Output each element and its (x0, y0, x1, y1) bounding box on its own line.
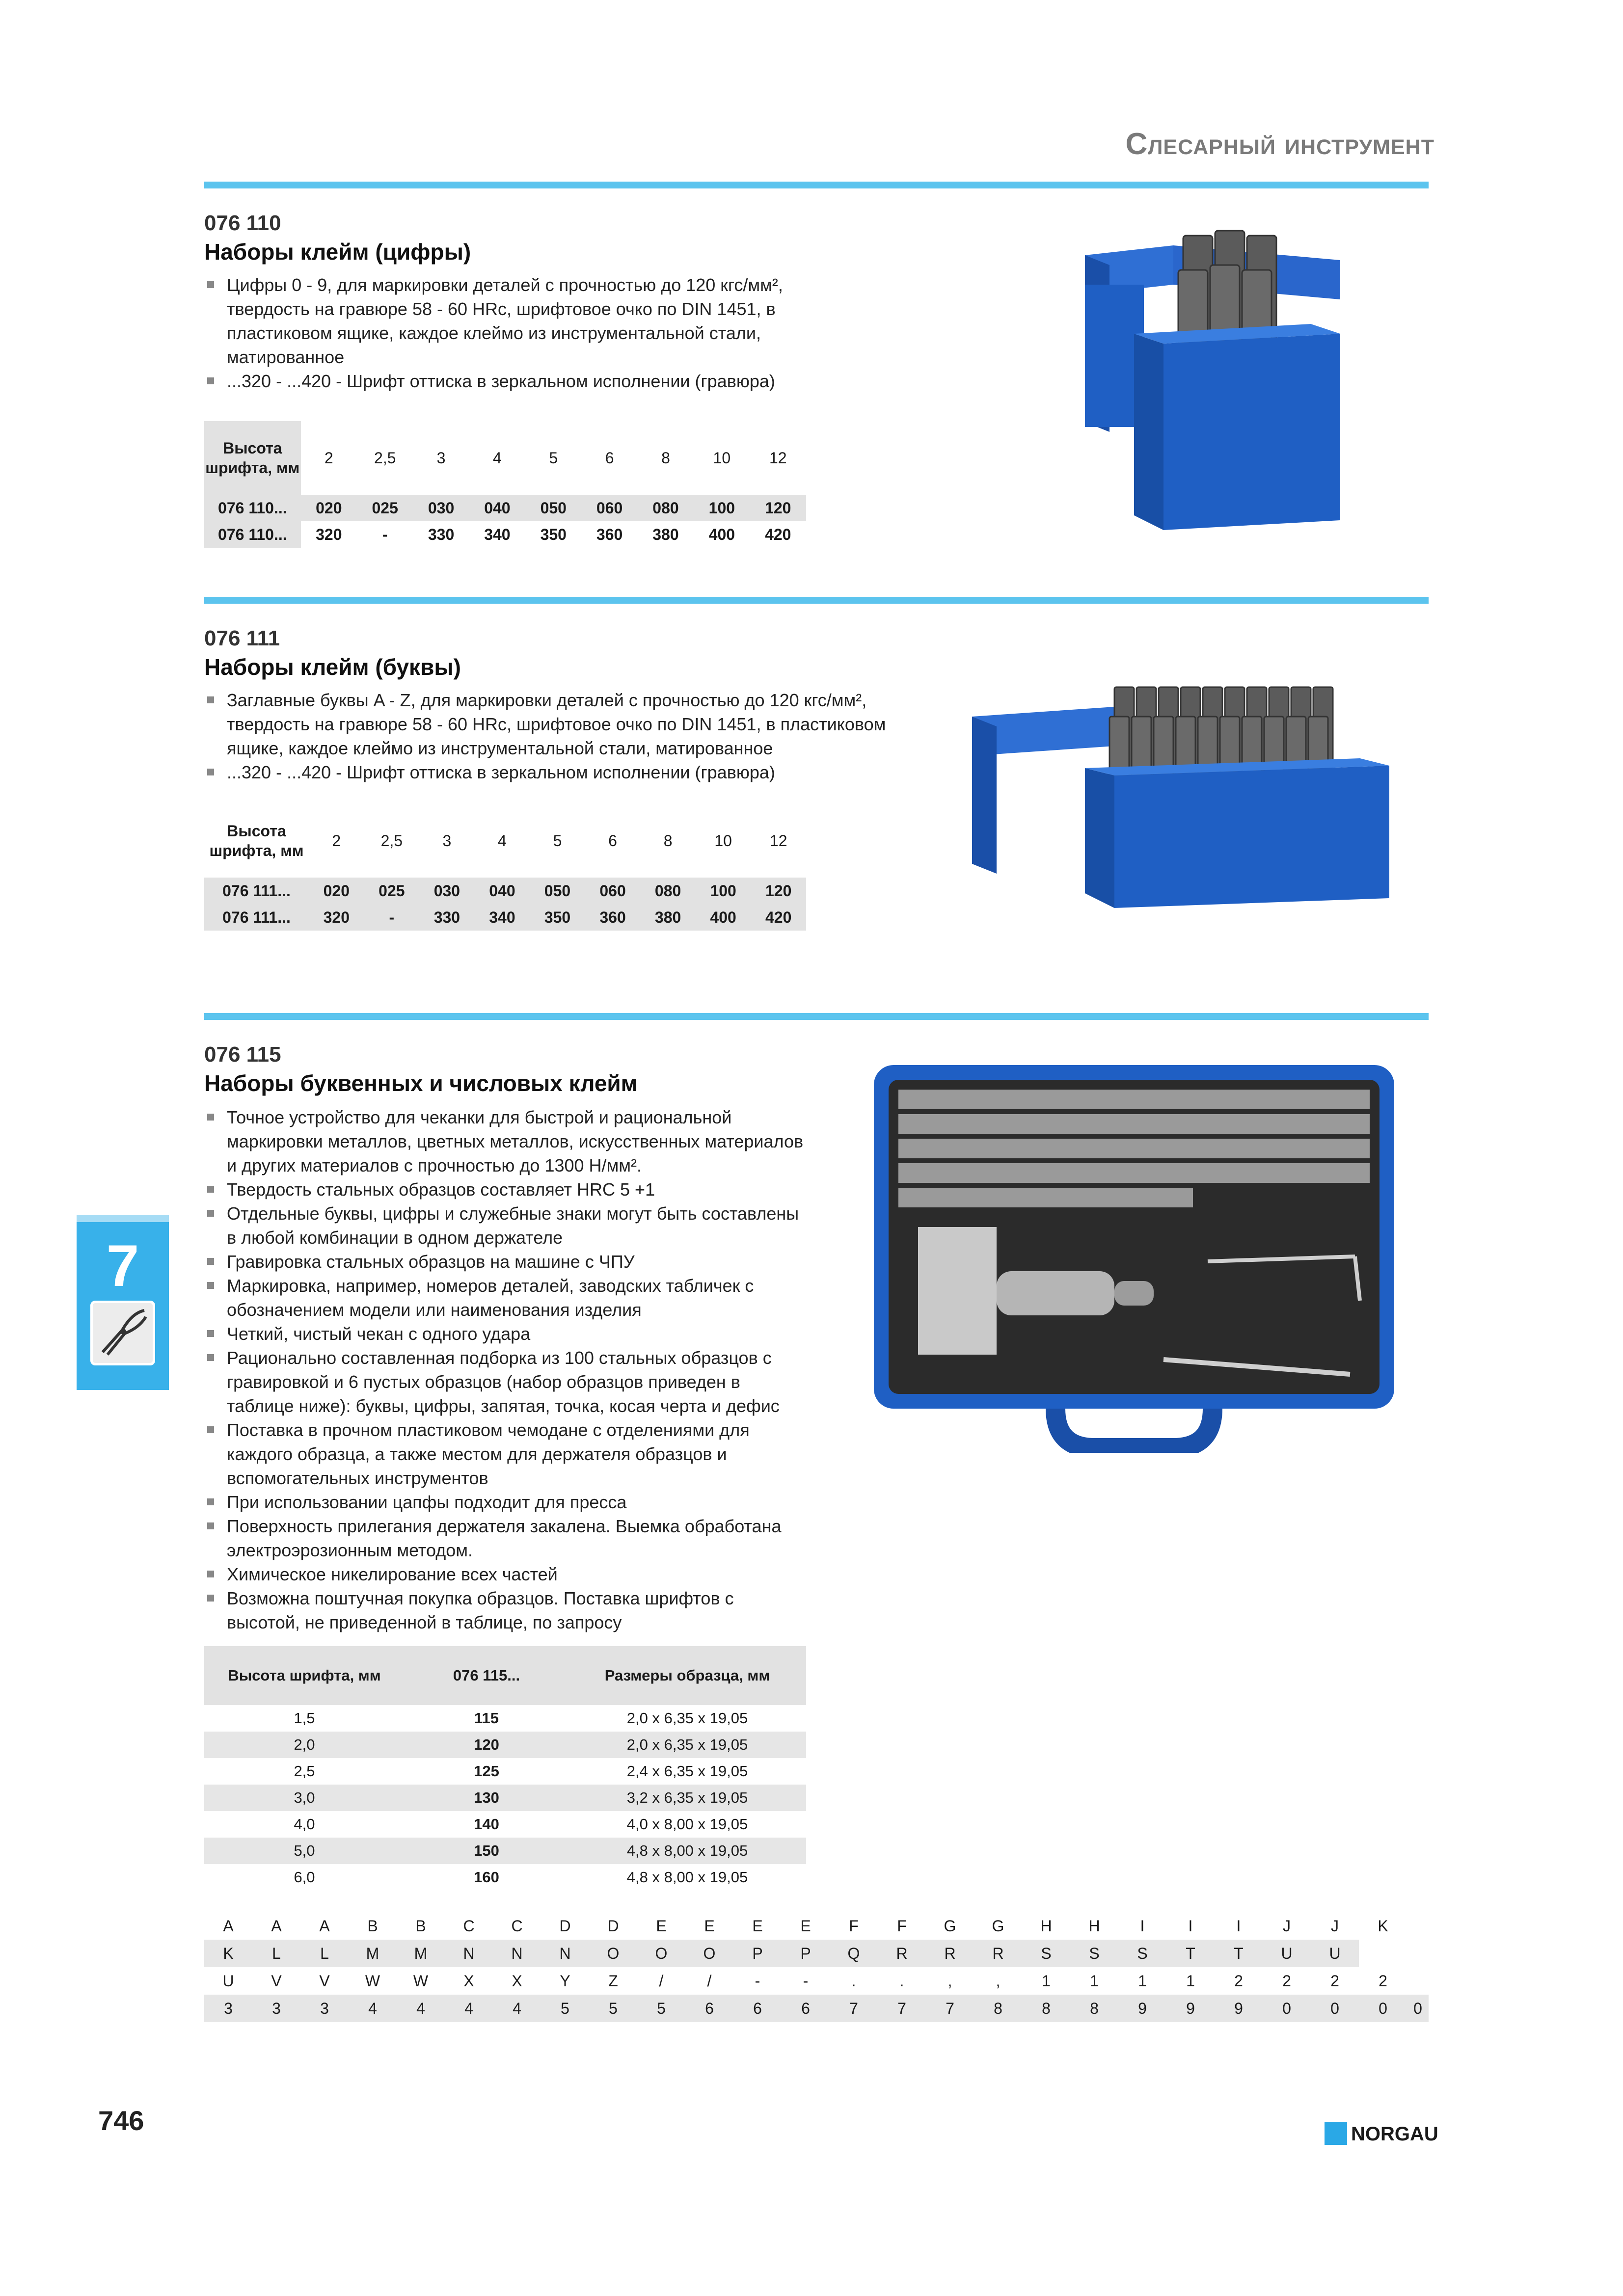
table-cell: 5,0 (204, 1838, 405, 1864)
table-cell: 360 (585, 904, 641, 931)
table-cell: 2,5 (294, 1762, 315, 1780)
table-cell: 9 (1166, 1995, 1215, 2022)
table-cell: 7 (830, 1995, 878, 2022)
table-cell: 1 (1042, 1972, 1051, 1990)
section1-bullets (204, 273, 842, 393)
table-header-cell: 4 (493, 449, 502, 467)
table-cell: 8 (1022, 1995, 1070, 2022)
table-row (204, 1912, 1429, 1940)
section-divider (204, 182, 1429, 188)
table-cell: Z (608, 1972, 618, 1990)
table-cell: 150 (405, 1838, 568, 1864)
table-cell: V (319, 1972, 330, 1990)
table-cell: 0 (1407, 1995, 1429, 2022)
table-cell: 076 111... (204, 904, 309, 931)
table-cell: 050 (530, 878, 585, 904)
table-cell: Q (830, 1940, 878, 1967)
table-cell: 160 (474, 1869, 499, 1886)
table-cell: T (1166, 1940, 1215, 1967)
table-cell: 6,0 (294, 1869, 315, 1886)
table-cell: U (1311, 1940, 1359, 1967)
table-cell: , (996, 1972, 1001, 1990)
norgau-logo-icon (1325, 2122, 1347, 2145)
table-cell: B (367, 1917, 378, 1935)
table-cell: 076 110... (204, 495, 301, 521)
table-cell: 130 (405, 1785, 568, 1811)
table-cell: 4,8 x 8,00 x 19,05 (626, 1869, 748, 1886)
table-cell: X (463, 1972, 474, 1990)
section3-code: 076 115 (204, 1042, 281, 1067)
table-cell: 1 (1138, 1972, 1147, 1990)
bullet-item: Химическое никелирование всех частей (204, 1562, 808, 1586)
table-header-cell: 8 (661, 449, 670, 467)
table-header-cell: Высота шрифта, мм (204, 1646, 405, 1705)
table-header-cell: 12 (769, 449, 787, 467)
table-row (204, 1785, 806, 1811)
table-cell: 0 (1263, 1995, 1311, 2022)
table-header-cell: 10 (713, 449, 731, 467)
table-cell: 040 (475, 878, 530, 904)
table-cell: - (755, 1972, 760, 1990)
table-header-cell: 2 (332, 831, 341, 850)
table-header-cell: 12 (769, 831, 787, 850)
table-cell: 340 (484, 525, 511, 543)
table-cell: O (637, 1940, 685, 1967)
table-cell: 8 (974, 1995, 1022, 2022)
table-cell: M (349, 1940, 397, 1967)
table-cell: E (800, 1917, 811, 1935)
table-cell: 6 (782, 1995, 830, 2022)
table-cell: 140 (474, 1815, 499, 1833)
table-header-cell: 4 (498, 831, 507, 850)
bullet-item: Рационально составленная подборка из 100 стальных образцов с гравировкой и 6 пустых образцов (набор образцов приведен в таблице ниже): буквы, цифры, запятая, точка, косая черта и дефис (204, 1346, 808, 1418)
table-cell: 330 (419, 904, 475, 931)
table-cell: 3,2 x 6,35 x 19,05 (568, 1785, 806, 1811)
table-cell: 4,0 x 8,00 x 19,05 (626, 1815, 748, 1833)
table-header-cell: 6 (605, 449, 614, 467)
table-header-cell: 3 (436, 449, 446, 467)
bullet-item: ...320 - ...420 - Шрифт оттиска в зеркальном исполнении (гравюра) (204, 760, 931, 784)
table-cell: - (803, 1972, 809, 1990)
table-cell: 6 (685, 1995, 733, 2022)
table-header-cell: 3 (442, 831, 452, 850)
bullet-item: Поверхность прилегания держателя закалена. Выемка обработана электроэрозионным методом. (204, 1514, 808, 1562)
table-cell: U (222, 1972, 234, 1990)
table-cell: / (707, 1972, 712, 1990)
table-cell: 060 (585, 878, 641, 904)
table-cell: S (1070, 1940, 1118, 1967)
table-cell: 100 (696, 878, 751, 904)
section2-code: 076 111 (204, 626, 280, 650)
table-cell: 400 (708, 525, 735, 543)
table-cell: P (782, 1940, 830, 1967)
chapter-tab-top (77, 1215, 169, 1222)
table-cell: 120 (405, 1732, 568, 1758)
table-cell: 3,0 (204, 1785, 405, 1811)
table-row (204, 1838, 806, 1864)
stamp-case-image (869, 1060, 1399, 1453)
table-cell: 100 (694, 495, 750, 521)
section3-bullets (204, 1105, 808, 1634)
table-row (204, 495, 806, 521)
table-row (204, 878, 806, 904)
section3-title: Наборы буквенных и числовых клейм (204, 1070, 638, 1096)
table-cell: F (849, 1917, 859, 1935)
table-cell: V (271, 1972, 282, 1990)
table-cell: 7 (878, 1995, 926, 2022)
page-number: 746 (98, 2105, 144, 2136)
table-cell: G (944, 1917, 956, 1935)
bullet-item: Маркировка, например, номеров деталей, заводских табличек с обозначением модели или наименования изделия (204, 1274, 808, 1322)
table-cell: 400 (696, 904, 751, 931)
bullet-item: Заглавные буквы A - Z, для маркировки деталей с прочностью до 120 кгс/мм², твердость на гравюре 58 - 60 HRc, шрифтовое очко по DIN 1451, в пластиковом ящике, каждое клеймо из инструментальной стали, матированное (204, 688, 931, 760)
table-header-label: Высота шрифта, мм (204, 421, 301, 495)
table-cell: - (382, 525, 388, 543)
table-cell: C (511, 1917, 523, 1935)
section1-title: Наборы клейм (цифры) (204, 239, 471, 265)
section3-letter-table (204, 1912, 1429, 2022)
table-header-cell: 2 (324, 449, 333, 467)
table-cell: R (974, 1940, 1022, 1967)
table-cell: O (589, 1940, 637, 1967)
bullet-item: Поставка в прочном пластиковом чемодане с отделениями для каждого образца, а также местом для держателя образцов и вспомогательных инструментов (204, 1418, 808, 1490)
table-cell: 380 (652, 525, 679, 543)
table-header-cell: 5 (553, 831, 562, 850)
table-header-cell: 10 (714, 831, 732, 850)
bullet-item: Цифры 0 - 9, для маркировки деталей с прочностью до 120 кгс/мм², твердость на гравюре 58 - 60 HRc, шрифтовое очко по DIN 1451, в пластиковом ящике, каждое клеймо из инструментальной стали, матированное (204, 273, 842, 369)
table-row (204, 521, 806, 548)
bullet-item: Возможна поштучная покупка образцов. Поставка шрифтов с высотой, не приведенной в таблице, по запросу (204, 1586, 808, 1634)
table-cell: 1 (1090, 1972, 1099, 1990)
table-cell: 380 (640, 904, 696, 931)
table-cell: 030 (413, 495, 469, 521)
table-cell: U (1263, 1940, 1311, 1967)
table-cell: 3 (204, 1995, 252, 2022)
table-cell: D (559, 1917, 571, 1935)
table-cell: 420 (765, 525, 791, 543)
section1-spec-table (204, 421, 806, 548)
section2-bullets (204, 688, 931, 784)
table-cell: 076 111... (204, 878, 309, 904)
table-cell: P (733, 1940, 782, 1967)
table-cell: B (415, 1917, 426, 1935)
table-cell: E (656, 1917, 667, 1935)
table-cell: 030 (419, 878, 475, 904)
table-cell: 320 (316, 525, 342, 543)
table-cell: 2 (1234, 1972, 1243, 1990)
table-cell: 2,0 (204, 1732, 405, 1758)
letter-stamp-set-image (967, 677, 1409, 913)
table-row (204, 1864, 806, 1891)
table-cell: 4,0 (294, 1815, 315, 1833)
table-cell: 0 (1311, 1995, 1359, 2022)
table-cell: / (659, 1972, 664, 1990)
table-cell: R (878, 1940, 926, 1967)
table-cell: N (493, 1940, 541, 1967)
table-cell: A (223, 1917, 234, 1935)
table-cell: W (365, 1972, 380, 1990)
bullet-item: ...320 - ...420 - Шрифт оттиска в зеркальном исполнении (гравюра) (204, 369, 842, 393)
table-row (204, 1811, 806, 1838)
table-header-cell: 5 (549, 449, 558, 467)
table-cell: 025 (364, 878, 420, 904)
bullet-item: Твердость стальных образцов составляет HRC 5 +1 (204, 1177, 808, 1201)
bullet-item: При использовании цапфы подходит для пресса (204, 1490, 808, 1514)
table-cell: 3 (252, 1995, 300, 2022)
table-cell: J (1331, 1917, 1339, 1935)
table-cell: E (704, 1917, 715, 1935)
table-cell: 360 (596, 525, 623, 543)
table-cell: 125 (474, 1762, 499, 1780)
table-cell: 7 (926, 1995, 974, 2022)
section-divider (204, 1013, 1429, 1020)
table-row (204, 1705, 806, 1732)
table-cell: - (364, 904, 420, 931)
table-cell: F (897, 1917, 907, 1935)
table-cell: 020 (309, 878, 364, 904)
table-cell: 5 (541, 1995, 589, 2022)
table-cell: 020 (301, 495, 357, 521)
table-cell: 2 (1330, 1972, 1339, 1990)
table-cell: 050 (525, 495, 581, 521)
table-cell: H (1040, 1917, 1052, 1935)
table-cell: 1 (1186, 1972, 1195, 1990)
table-header-cell: 8 (663, 831, 673, 850)
table-header-label: Высота шрифта, мм (204, 804, 309, 878)
table-cell: 4 (397, 1995, 445, 2022)
table-row (204, 1732, 806, 1758)
table-cell: 080 (638, 495, 694, 521)
table-cell: 320 (309, 904, 364, 931)
table-header-cell: 2,5 (380, 831, 403, 850)
section2-title: Наборы клейм (буквы) (204, 654, 461, 680)
bullet-item: Отдельные буквы, цифры и служебные знаки могут быть составлены в любой комбинации в одном держателе (204, 1201, 808, 1250)
table-cell: . (899, 1972, 904, 1990)
table-cell: 025 (357, 495, 413, 521)
table-cell: 5 (589, 1995, 637, 2022)
table-cell: 2 (1379, 1972, 1387, 1990)
table-cell: M (397, 1940, 445, 1967)
table-cell: I (1140, 1917, 1145, 1935)
table-cell: 420 (751, 904, 806, 931)
table-cell: 4,8 x 8,00 x 19,05 (568, 1838, 806, 1864)
table-cell: 4 (493, 1995, 541, 2022)
table-cell: G (992, 1917, 1004, 1935)
table-row (204, 1758, 806, 1785)
bullet-item: Четкий, чистый чекан с одного удара (204, 1322, 808, 1346)
table-cell: H (1088, 1917, 1100, 1935)
brand-logo: NORGAU (1351, 2123, 1438, 2145)
section3-size-table (204, 1646, 806, 1891)
table-cell: 1,5 (294, 1709, 315, 1727)
table-cell: 2,0 x 6,35 x 19,05 (626, 1709, 748, 1727)
table-cell: 330 (428, 525, 455, 543)
table-header-cell: 076 115... (405, 1646, 568, 1705)
table-cell: 120 (751, 878, 806, 904)
table-cell: N (445, 1940, 493, 1967)
table-cell: I (1188, 1917, 1193, 1935)
table-cell: T (1215, 1940, 1263, 1967)
table-cell: 060 (581, 495, 637, 521)
section2-spec-table (204, 804, 806, 931)
table-cell: O (685, 1940, 733, 1967)
table-cell: 3 (300, 1995, 349, 2022)
table-cell: 4 (349, 1995, 397, 2022)
table-row (204, 1995, 1429, 2022)
table-row (204, 1940, 1429, 1967)
table-cell: A (319, 1917, 330, 1935)
table-cell: 9 (1118, 1995, 1166, 2022)
table-cell: L (252, 1940, 300, 1967)
table-cell: 0 (1359, 1995, 1407, 2022)
table-cell: 115 (474, 1709, 499, 1727)
table-cell: , (947, 1972, 952, 1990)
table-row (204, 904, 806, 931)
table-cell: A (271, 1917, 282, 1935)
table-cell: 8 (1070, 1995, 1118, 2022)
table-header-cell: 2,5 (374, 449, 396, 467)
table-cell: 350 (530, 904, 585, 931)
pliers-icon (90, 1301, 155, 1365)
page-header-title: Слесарный инструмент (1125, 127, 1434, 161)
table-cell: 5 (637, 1995, 685, 2022)
table-cell: 9 (1215, 1995, 1263, 2022)
table-cell: R (926, 1940, 974, 1967)
table-cell: D (607, 1917, 619, 1935)
table-cell: 340 (475, 904, 530, 931)
table-cell: 4 (445, 1995, 493, 2022)
table-cell: N (541, 1940, 589, 1967)
digit-stamp-set-image (1065, 216, 1360, 530)
chapter-tab-number: 7 (106, 1233, 139, 1299)
table-cell: E (752, 1917, 763, 1935)
table-cell: 2,0 x 6,35 x 19,05 (568, 1732, 806, 1758)
table-cell: L (300, 1940, 349, 1967)
bullet-item: Точное устройство для чеканки для быстрой и рациональной маркировки металлов, цветных металлов, искусственных материалов и других материалов с прочностью до 1300 Н/мм². (204, 1105, 808, 1177)
section1-code: 076 110 (204, 211, 281, 235)
table-cell: 040 (469, 495, 525, 521)
table-cell: 080 (640, 878, 696, 904)
table-cell: C (463, 1917, 475, 1935)
table-cell: 2 (1282, 1972, 1291, 1990)
bullet-item: Гравировка стальных образцов на машине с ЧПУ (204, 1250, 808, 1274)
table-cell: 6 (733, 1995, 782, 2022)
table-cell: I (1236, 1917, 1241, 1935)
table-cell: X (512, 1972, 522, 1990)
table-header-cell: 6 (608, 831, 617, 850)
table-cell: S (1118, 1940, 1166, 1967)
table-cell: 2,4 x 6,35 x 19,05 (626, 1762, 748, 1780)
section-divider (204, 597, 1429, 604)
table-cell: K (1378, 1917, 1388, 1935)
table-cell: Y (560, 1972, 570, 1990)
table-cell: . (851, 1972, 856, 1990)
table-cell: J (1283, 1917, 1291, 1935)
table-cell: 076 110... (204, 521, 301, 548)
table-cell: 350 (540, 525, 567, 543)
table-row (204, 1967, 1429, 1995)
table-cell: S (1022, 1940, 1070, 1967)
table-cell: W (413, 1972, 429, 1990)
table-cell: 120 (750, 495, 806, 521)
table-cell: K (204, 1940, 252, 1967)
table-header-cell: Размеры образца, мм (568, 1646, 806, 1705)
